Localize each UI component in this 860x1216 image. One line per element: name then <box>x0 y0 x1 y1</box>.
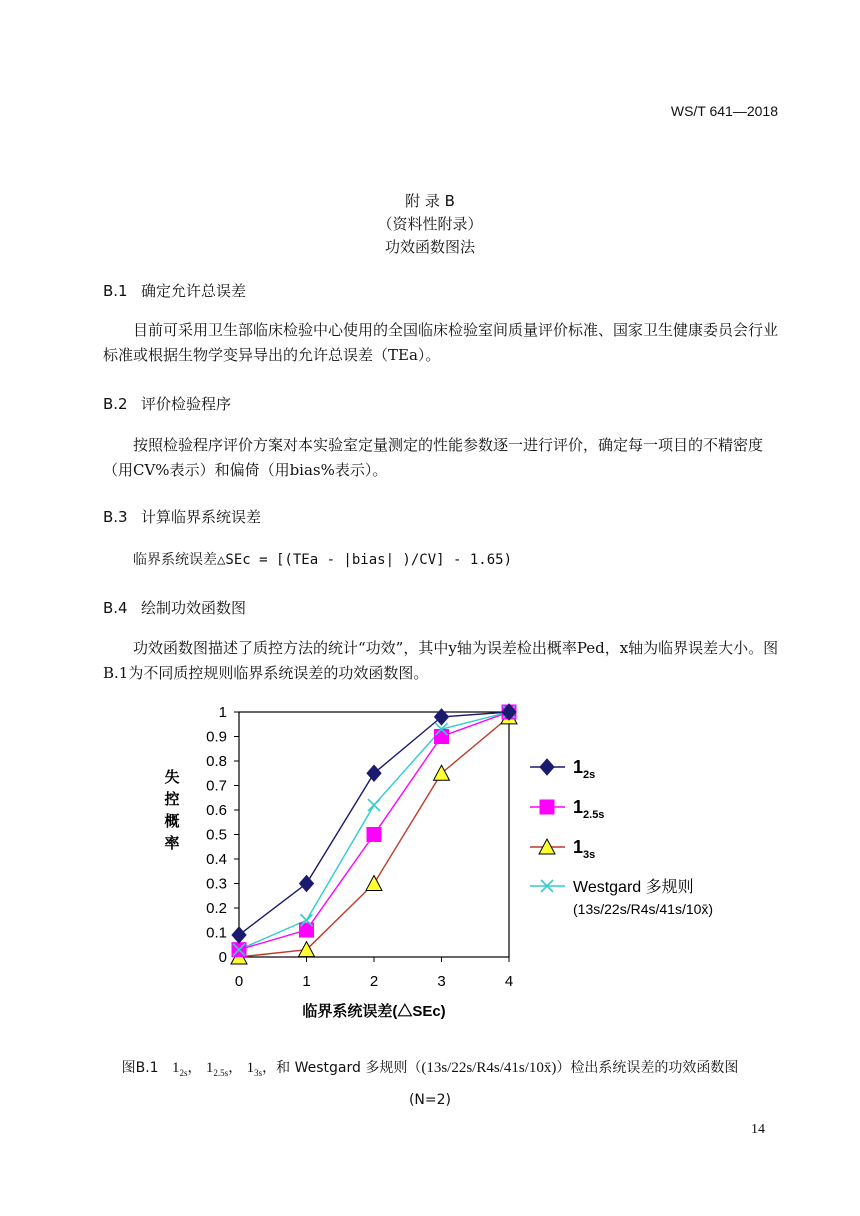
x-tick-label: 3 <box>437 973 446 990</box>
y-tick-label: 0.3 <box>206 875 227 893</box>
section-title: 确定允许总误差 <box>141 282 247 300</box>
x-tick-label: 0 <box>234 973 244 990</box>
x-axis-label: 临界系统误差(△SEc) <box>302 1003 446 1020</box>
section-heading-b1 <box>103 280 246 301</box>
y-tick-label: 0.7 <box>206 777 227 795</box>
caption-prefix: 图B.1 <box>121 1060 159 1076</box>
data-point-12s <box>435 709 449 725</box>
y-tick-label: 0.2 <box>206 900 227 917</box>
section-title: 评价检验程序 <box>141 395 232 413</box>
series-line-12s <box>239 712 509 935</box>
section-body-b1 <box>103 318 779 368</box>
y-axis-label-char: 失 <box>164 769 180 786</box>
y-tick-label: 0.4 <box>206 851 227 868</box>
y-axis-label-char: 概 <box>164 813 180 830</box>
section-body-b2 <box>103 433 779 483</box>
annex-subtitle: （资料性附录） <box>377 215 483 233</box>
paragraph-text: 功效函数图描述了质控方法的统计“功效”，其中y轴为误差检出概率Ped，x轴为临界误差大小。图B.1为不同质控规则临界系统误差的功效函数图。 <box>103 639 779 682</box>
legend-marker-12.5s <box>540 800 554 814</box>
x-tick-label: 4 <box>504 973 514 990</box>
y-axis-label-char: 率 <box>164 835 180 852</box>
caption-suffix: ）检出系统误差的功效函数图 <box>556 1060 739 1076</box>
caption-rule-125s: $1_{2.5s}$ <box>205 1060 229 1078</box>
y-axis-label-char: 控 <box>164 791 180 808</box>
legend-label-13s: $1_{3s}$ <box>573 837 596 861</box>
section-number: B.3 <box>103 508 128 526</box>
data-point-12s <box>300 876 314 892</box>
legend-label-12.5s: $1_{2.5s}$ <box>573 797 605 821</box>
legend-rule-text: (13s/22s/R4s/41s/10x̄) <box>573 901 714 917</box>
y-tick-label: 0.9 <box>206 728 227 746</box>
figure-caption: 图B.1 $1_{2s}$， $1_{2.5s}$， $1_{3s}$，和 Westgard 多规则（(13s/22s/R4s/41s/10x̄)）检出系统误差的功效函数图 <box>121 1060 739 1078</box>
section-heading-b2 <box>103 393 231 414</box>
power-function-chart <box>0 690 860 1030</box>
formula: 临界系统误差△SEc = [(TEa - |bias| )/CV] - 1.65) <box>133 552 513 568</box>
caption-rule-set: (13s/22s/R4s/41s/10x̄) <box>421 1060 557 1076</box>
annex-title: 附 录 B <box>405 192 455 210</box>
section-body-b4 <box>103 636 779 686</box>
section-heading-b3 <box>103 506 261 527</box>
legend-marker-12s <box>540 759 554 775</box>
section-title: 绘制功效函数图 <box>141 599 247 617</box>
data-point-12s <box>367 765 381 781</box>
y-tick-label: 0.5 <box>206 826 227 844</box>
section-number: B.2 <box>103 395 128 413</box>
section-number: B.4 <box>103 599 128 617</box>
data-point-13s <box>366 876 382 891</box>
section-heading-b4 <box>103 597 246 618</box>
section-title: 计算临界系统误差 <box>141 508 262 526</box>
caption-n: (N=2) <box>408 1092 452 1108</box>
section-number: B.1 <box>103 282 128 300</box>
data-point-12.5s <box>435 730 449 744</box>
legend-label-Westgard多规则: Westgard 多规则 <box>573 879 694 896</box>
x-tick-label: 1 <box>302 973 311 990</box>
y-tick-label: 0 <box>218 949 227 966</box>
caption-rule-13s: $1_{3s}$ <box>246 1060 263 1078</box>
y-tick-label: 0.8 <box>206 753 227 770</box>
y-tick-label: 0.1 <box>206 924 227 942</box>
y-tick-label: 1 <box>218 704 227 721</box>
annex-name: 功效函数图法 <box>384 238 475 256</box>
y-tick-label: 0.6 <box>206 802 227 819</box>
paragraph-text: 按照检验程序评价方案对本实验室定量测定的性能参数逐一进行评价，确定每一项目的不精密度（用CV%表示）和偏倚（用bias%表示）。 <box>103 436 764 479</box>
doc-code: WS/T 641—2018 <box>670 103 778 119</box>
data-point-Westgard多规则 <box>368 799 380 811</box>
data-point-12s <box>232 927 246 943</box>
data-point-13s <box>434 765 450 780</box>
paragraph-text: 目前可采用卫生部临床检验中心使用的全国临床检验室间质量评价标准、国家卫生健康委员会行业标准或根据生物学变异导出的允许总误差（TEa）。 <box>103 321 779 364</box>
data-point-12.5s <box>367 828 381 842</box>
page-number: 14 <box>751 1122 765 1137</box>
caption-middle: ，和 Westgard 多规则（ <box>262 1060 422 1076</box>
legend-label-12s: $1_{2s}$ <box>573 757 596 781</box>
caption-rule-12s: $1_{2s}$ <box>171 1060 188 1078</box>
x-tick-label: 2 <box>369 973 379 990</box>
